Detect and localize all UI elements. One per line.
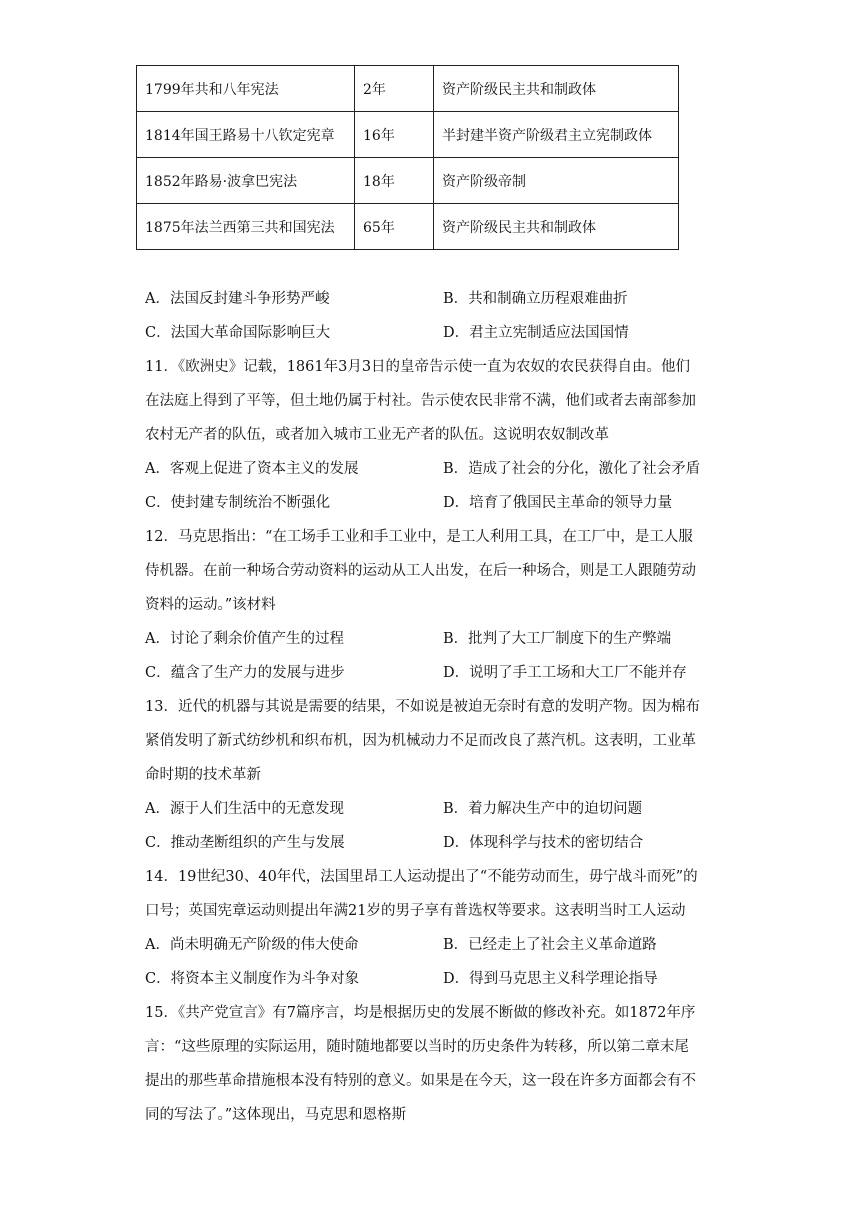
table-row [137,66,679,112]
constitution-table [136,65,679,250]
option-row [145,316,715,350]
table-cell: 1875年法兰西第三共和国宪法 [137,204,355,250]
option-row [145,928,715,962]
option-b[interactable]: B．共和制确立历程艰难曲折 [443,291,628,307]
table-cell: 资产阶级民主共和制政体 [434,66,679,112]
table-cell: 65年 [355,204,434,250]
option-row [145,792,715,826]
question-text-line: 在法庭上得到了平等，但土地仍属于村社。告示使农民非常不满，他们或者去南部参加 [145,393,696,409]
option-b[interactable]: B．着力解决生产中的迫切问题 [443,801,643,817]
option-row [145,826,715,860]
question-text-line: 农村无产者的队伍，或者加入城市工业无产者的队伍。这说明农奴制改革 [145,427,609,443]
option-c[interactable]: C．蕴含了生产力的发展与进步 [145,665,345,681]
question-text-line: 资料的运动。”该材料 [145,597,276,613]
option-row [145,282,715,316]
question-text-line: 13．近代的机器与其说是需要的结果，不如说是被迫无奈时有意的发明产物。因为棉布 [145,699,700,715]
option-a[interactable]: A．讨论了剩余价值产生的过程 [145,631,344,647]
question-13 [145,690,715,860]
table-cell: 1799年共和八年宪法 [137,66,355,112]
question-text-line: 提出的那些革命措施根本没有特别的意义。如果是在今天，这一段在许多方面都会有不 [145,1073,696,1089]
table-cell: 16年 [355,112,434,158]
option-d[interactable]: D．体现科学与技术的密切结合 [443,835,644,851]
option-row [145,656,715,690]
table-cell: 资产阶级民主共和制政体 [434,204,679,250]
table-cell: 1814年国王路易十八钦定宪章 [137,112,355,158]
question-14 [145,860,715,996]
question-text-line: 14．19世纪30、40年代，法国里昂工人运动提出了“不能劳动而生，毋宁战斗而死”的 [145,869,698,885]
option-a[interactable]: A．法国反封建斗争形势严峻 [145,291,330,307]
question-text-line: 12．马克思指出：“在工场手工业和手工业中，是工人利用工具，在工厂中，是工人服 [145,529,693,545]
table-row [137,112,679,158]
question-10 [145,282,715,350]
option-d[interactable]: D．得到马克思主义科学理论指导 [443,971,658,987]
table-row [137,204,679,250]
option-b[interactable]: B．已经走上了社会主义革命道路 [443,937,657,953]
option-d[interactable]: D．说明了手工工场和大工厂不能并存 [443,665,687,681]
table-cell: 半封建半资产阶级君主立宪制政体 [434,112,679,158]
option-row [145,962,715,996]
option-c[interactable]: C．推动垄断组织的产生与发展 [145,835,345,851]
option-row [145,622,715,656]
question-text-line: 紧俏发明了新式纺纱机和织布机，因为机械动力不足而改良了蒸汽机。这表明，工业革 [145,733,696,749]
option-a[interactable]: A．源于人们生活中的无意发现 [145,801,344,817]
question-text-line: 15．《共产党宣言》有7篇序言，均是根据历史的发展不断做的修改补充。如1872年序 [145,1005,696,1021]
option-b[interactable]: B．批判了大工厂制度下的生产弊端 [443,631,672,647]
question-15 [145,996,715,1132]
question-text-line: 言：“这些原理的实际运用，随时随地都要以当时的历史条件为转移，所以第二章末尾 [145,1039,689,1055]
question-text-line: 命时期的技术革新 [145,767,261,783]
option-row [145,486,715,520]
option-d[interactable]: D．君主立宪制适应法国国情 [443,325,629,341]
question-12 [145,520,715,690]
option-c[interactable]: C．将资本主义制度作为斗争对象 [145,971,360,987]
table-cell: 1852年路易·波拿巴宪法 [137,158,355,204]
table-row [137,158,679,204]
question-text-line: 11．《欧洲史》记载，1861年3月3日的皇帝告示使一直为农奴的农民获得自由。他们 [145,359,691,375]
option-a[interactable]: A．客观上促进了资本主义的发展 [145,461,359,477]
question-text-line: 侍机器。在前一种场合劳动资料的运动从工人出发，在后一种场合，则是工人跟随劳动 [145,563,696,579]
option-d[interactable]: D．培育了俄国民主革命的领导力量 [443,495,673,511]
option-c[interactable]: C．法国大革命国际影响巨大 [145,325,331,341]
option-b[interactable]: B．造成了社会的分化，激化了社会矛盾 [443,461,701,477]
question-text-line: 同的写法了。”这体现出，马克思和恩格斯 [145,1107,407,1123]
question-text-line: 口号；英国宪章运动则提出年满21岁的男子享有普选权等要求。这表明当时工人运动 [145,903,686,919]
option-row [145,452,715,486]
table-cell: 18年 [355,158,434,204]
question-11 [145,350,715,520]
table-cell: 资产阶级帝制 [434,158,679,204]
table-cell: 2年 [355,66,434,112]
option-a[interactable]: A．尚未明确无产阶级的伟大使命 [145,937,359,953]
option-c[interactable]: C．使封建专制统治不断强化 [145,495,331,511]
